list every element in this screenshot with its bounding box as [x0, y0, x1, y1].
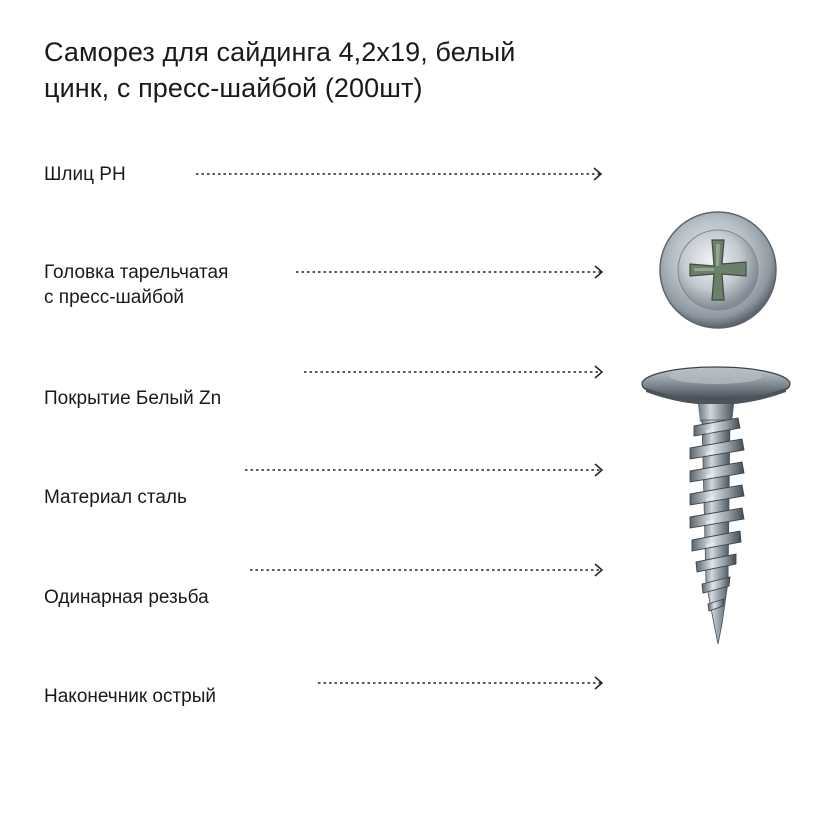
dotted-arrow-icon	[245, 463, 608, 477]
arrow-thread	[250, 563, 608, 577]
dotted-arrow-icon	[296, 265, 608, 279]
dotted-arrow-icon	[250, 563, 608, 577]
screw-head-icon	[658, 210, 778, 330]
screw-side-view	[640, 362, 792, 657]
screw-body-icon	[640, 362, 792, 652]
arrow-coating	[304, 365, 608, 379]
feature-label: Головка тарельчатая	[44, 262, 229, 283]
dotted-arrow-icon	[304, 365, 608, 379]
feature-thread	[44, 585, 209, 610]
feature-label: с пресс-шайбой	[44, 287, 185, 308]
product-title-line-1: Саморез для сайдинга 4,2x19, белый	[44, 37, 516, 67]
product-title-line-2: цинк, с пресс-шайбой (200шт)	[44, 73, 423, 103]
arrow-tip	[318, 676, 608, 690]
arrow-slot-type	[196, 167, 608, 181]
screw-head-top-view	[658, 210, 778, 335]
feature-label: Покрытие Белый Zn	[44, 388, 222, 409]
product-title	[44, 34, 604, 106]
feature-slot-type	[44, 162, 126, 187]
feature-label: Наконечник острый	[44, 686, 217, 707]
feature-tip	[44, 684, 216, 709]
feature-label: Шлиц PH	[44, 164, 126, 185]
feature-label: Одинарная резьба	[44, 587, 209, 608]
arrow-head-type	[296, 265, 608, 279]
arrow-material	[245, 463, 608, 477]
feature-coating	[44, 386, 221, 411]
dotted-arrow-icon	[196, 167, 608, 181]
feature-label: Материал сталь	[44, 487, 187, 508]
dotted-arrow-icon	[318, 676, 608, 690]
feature-material	[44, 485, 187, 510]
feature-head-type	[44, 260, 228, 310]
